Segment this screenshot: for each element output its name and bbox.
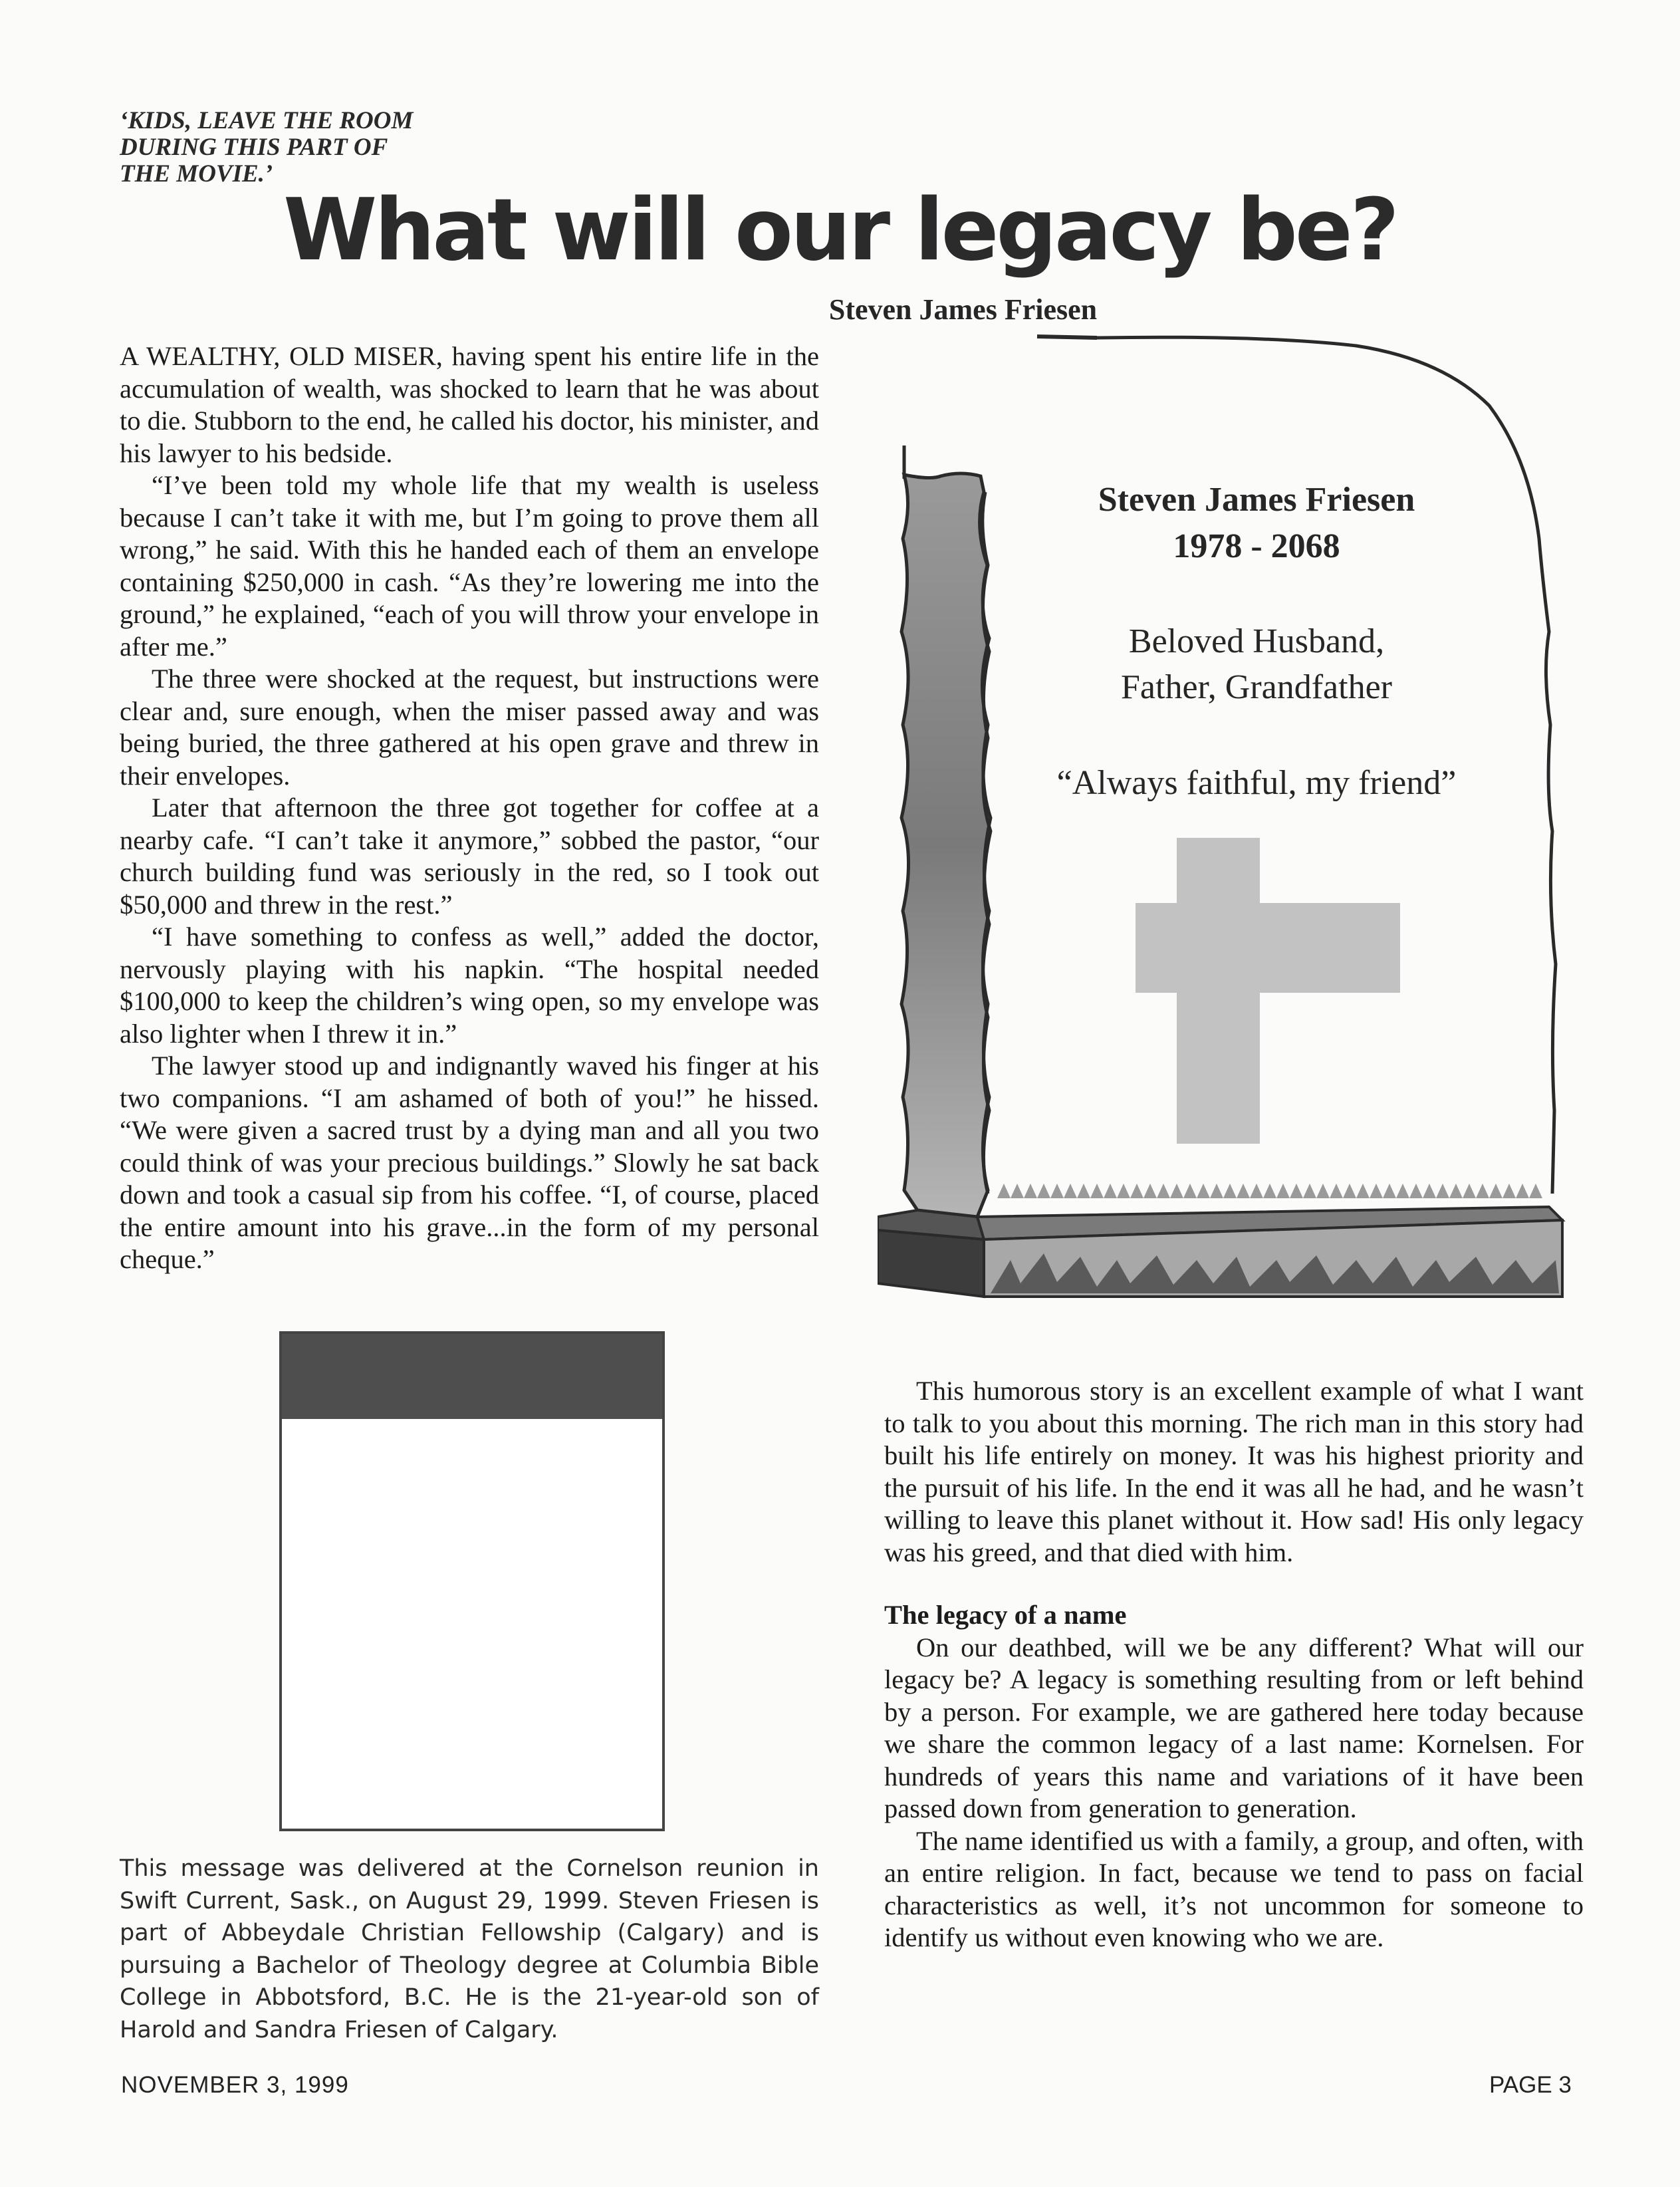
author-bio: This message was delivered at the Cornelson reunion in Swift Current, Sask., on August 29, 1999. Steven Friesen is part of Abbeydale Christian Fellowship (Calgary) and is pursuing a Bachelor of Theology degree at Columbia Bible College in Abbotsford, B.C. He is the 21-year-old son of Harold and Sandra Friesen of Calgary. bbox=[120, 1855, 819, 2043]
commentary-paragraph: This humorous story is an excellent example of what I want to talk to you about this morning. The rich man in this story had built his life entirely on money. It was his highest priority and the pursuit of his life. In the end it was all he had, and he wasn’t willing to leave this planet without it. How sad! His only legacy was his greed, and that died with him. bbox=[884, 1376, 1584, 1567]
story-column bbox=[120, 340, 819, 1276]
story-paragraph: Later that afternoon the three got together for coffee at a nearby cafe. “I can’t take it anymore,” sobbed the pastor, “our church building fund was seriously in the red, so I took out $50,000 and threw in the rest.” bbox=[120, 793, 819, 920]
tombstone-epitaph: “Always faithful, my friend” bbox=[1056, 764, 1457, 802]
tombstone-name: Steven James Friesen bbox=[1098, 481, 1415, 519]
kicker bbox=[120, 108, 465, 188]
headline: What will our legacy be? bbox=[283, 181, 1397, 280]
tombstone-relation: Beloved Husband, bbox=[1128, 622, 1385, 660]
kicker-line: THE MOVIE.’ bbox=[120, 160, 273, 188]
footer-page-number: PAGE 3 bbox=[1489, 2072, 1572, 2098]
tombstone-relation: Father, Grandfather bbox=[1121, 668, 1392, 706]
section-subhead: The legacy of a name bbox=[884, 1600, 1127, 1630]
story-paragraph: The lawyer stood up and indignantly waved his finger at his two companions. “I am ashamed of both of you!” he hissed. “We were given a sacred trust by a dying man and all you two could think of was your precious buildings.” Slowly he sat back down and took a casual sip from his coffee. “I, of course, placed the entire amount into his grave...in the form of my personal cheque.” bbox=[120, 1051, 819, 1274]
tombstone-dates: 1978 - 2068 bbox=[1173, 527, 1340, 565]
commentary-paragraph: On our deathbed, will we be any different? What will our legacy be? A legacy is something resulting from or left behind by a person. For example, we are gathered here today because we share the common legacy of a last name: Kornelsen. For hundreds of years this name and variations of it have been passed down from generation to generation. bbox=[884, 1632, 1584, 1823]
story-paragraph: The three were shocked at the request, but instructions were clear and, sure enough, when the miser passed away and was being buried, the three gathered at his open grave and threw in their envelopes. bbox=[120, 664, 819, 791]
story-paragraph: “I have something to confess as well,” added the doctor, nervously playing with his napkin. “The hospital needed $100,000 to keep the children’s wing open, so my envelope was also lighter when I threw it in.” bbox=[120, 922, 819, 1049]
byline: Steven James Friesen bbox=[828, 293, 1098, 326]
author-photo-placeholder bbox=[279, 1331, 665, 1831]
kicker-line: DURING THIS PART OF bbox=[120, 134, 388, 161]
tombstone-illustration bbox=[878, 326, 1589, 1310]
commentary-paragraph: The name identified us with a family, a group, and often, with an entire religion. In fact, because we tend to pass on facial characteristics as well, it’s not uncommon for someone to identify us without even knowing who we are. bbox=[884, 1825, 1584, 1952]
footer-date: NOVEMBER 3, 1999 bbox=[121, 2072, 349, 2098]
story-paragraph: “I’ve been told my whole life that my wealth is useless because I can’t take it with me, but I’m going to prove them all wrong,” he said. With this he handed each of them an envelope containing $250,000 in cash. “As they’re lowering me into the ground,” he explained, “each of you will throw your envelope in after me.” bbox=[120, 470, 819, 662]
commentary-column bbox=[884, 1375, 1584, 1954]
kicker-line: ‘KIDS, LEAVE THE ROOM bbox=[120, 107, 414, 134]
story-paragraph: A WEALTHY, OLD MISER, having spent his entire life in the accumulation of wealth, was shocked to learn that he was about to die. Stubborn to the end, he called his doctor, his minister, and his lawyer to his bedside. bbox=[120, 341, 819, 468]
photo-dark-band bbox=[282, 1334, 662, 1419]
